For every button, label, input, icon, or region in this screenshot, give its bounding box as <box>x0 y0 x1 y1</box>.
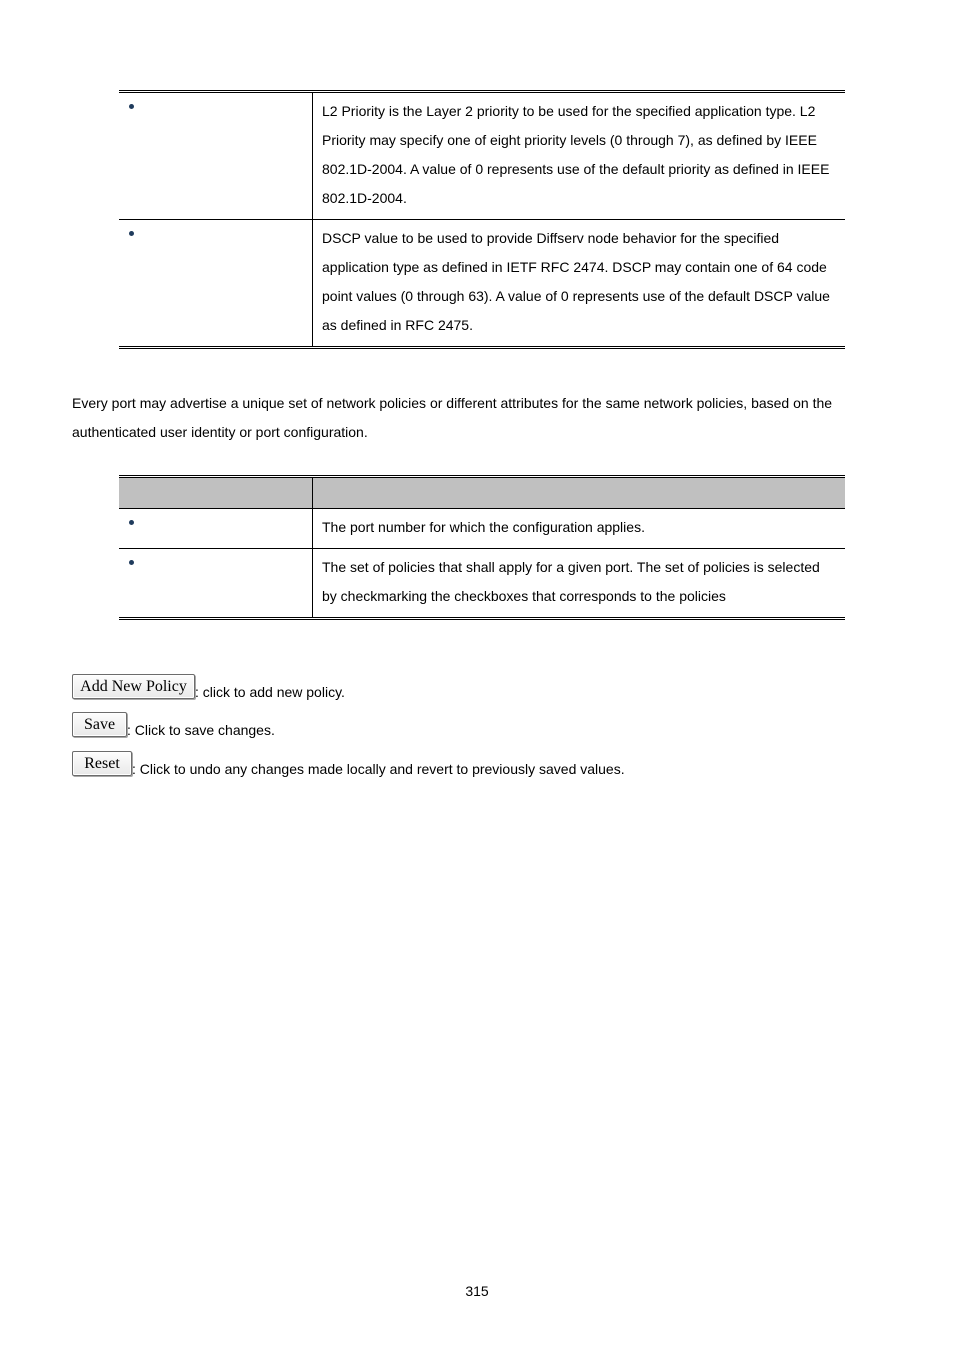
table-row <box>119 220 845 348</box>
param-cell <box>119 92 313 220</box>
bullet-icon <box>129 104 134 109</box>
table-row <box>119 549 845 619</box>
save-description: : Click to save changes. <box>127 722 275 738</box>
save-line <box>72 712 275 737</box>
header-description <box>313 477 846 509</box>
bullet-icon <box>129 560 134 565</box>
bullet-icon <box>129 231 134 236</box>
param-cell <box>119 220 313 348</box>
reset-line <box>72 751 625 776</box>
table-header-row <box>119 477 845 509</box>
param-cell <box>119 509 313 549</box>
intro-paragraph: Every port may advertise a unique set of network policies or different attributes for the same network policies, based on the authenticated user identity or port configuration. <box>72 395 833 440</box>
bullet-icon <box>129 520 134 525</box>
description-cell: L2 Priority is the Layer 2 priority to be used for the specified application type. L2 Priority may specify one of eight priority levels (0 through 7), as defined by IEEE 802.1D-2004. A value of 0 represents use of the default priority as defined in IEEE 802.1D-2004. <box>322 103 830 206</box>
header-object <box>119 477 313 509</box>
reset-description: : Click to undo any changes made locally and revert to previously saved values. <box>132 761 625 777</box>
reset-button[interactable]: Reset <box>72 751 132 776</box>
description-cell: The port number for which the configuration applies. <box>313 509 846 549</box>
description-cell: The set of policies that shall apply for a given port. The set of policies is selected by checkmarking the checkboxes that corresponds to the policies <box>313 549 846 619</box>
table-row <box>119 509 845 549</box>
description-cell: DSCP value to be used to provide Diffserv node behavior for the specified application type as defined in IETF RFC 2474. DSCP may contain one of 64 code point values (0 through 63). A value of 0 represents use of the default DSCP value as defined in RFC 2475. <box>313 220 846 348</box>
parameter-table-port <box>119 475 845 620</box>
table-row <box>119 92 845 220</box>
parameter-table-priority <box>119 90 845 349</box>
save-button[interactable]: Save <box>72 712 127 737</box>
param-cell <box>119 549 313 619</box>
add-policy-line <box>72 674 345 699</box>
page-number: 315 <box>465 1283 489 1299</box>
add-new-policy-description: : click to add new policy. <box>195 684 345 700</box>
add-new-policy-button[interactable]: Add New Policy <box>72 674 195 699</box>
